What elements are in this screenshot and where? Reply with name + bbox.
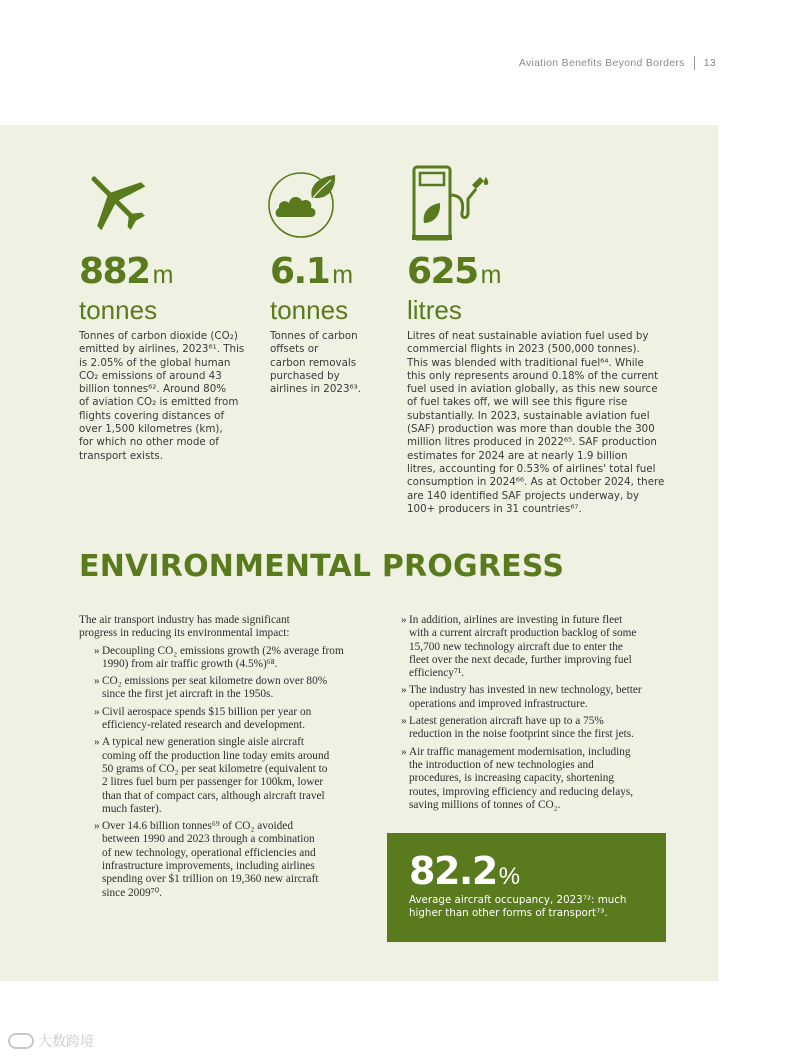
highlight-unit: % (498, 863, 521, 890)
bullet-marker: » (94, 705, 100, 718)
bullet-marker: » (94, 820, 100, 833)
bullet-line: Latest generation aircraft have up to a 75% (409, 715, 604, 728)
highlight-number-row (409, 849, 520, 893)
bullet-line: 1990) from air traffic growth (4.5%)⁶⁸. (102, 657, 278, 670)
desc-line: Tonnes of carbon (270, 330, 358, 342)
bullet-line: reduction in the noise footprint since the first jets. (409, 728, 634, 741)
desc-line: CO₂ emissions of around 43 (79, 369, 222, 382)
desc-line: emitted by airlines, 2023⁶¹. This (79, 343, 245, 356)
bullet-line: since the first jet aircraft in the 1950s. (102, 688, 274, 701)
desc-line: estimates for 2024 are at nearly 1.9 billion (407, 449, 628, 462)
bullet-line: 15,700 new technology aircraft due to enter the (409, 640, 623, 653)
bullet-line: efficiency⁷¹. (409, 667, 465, 680)
highlight-caption (409, 894, 626, 921)
caption-line: higher than other forms of transport⁷³. (409, 907, 608, 920)
bullet-marker: » (94, 675, 100, 688)
bullet-line: spending over $1 trillion on 19,360 new aircraft (102, 873, 319, 886)
bullet-marker: » (94, 736, 100, 749)
stat-number-row (270, 251, 390, 293)
desc-line: over 1,500 kilometres (km), (79, 423, 223, 436)
desc-line: offsets or (270, 343, 319, 356)
bullet-marker: » (401, 614, 407, 626)
desc-line: for which no other mode of (79, 436, 219, 449)
desc-line: Litres of neat sustainable aviation fuel used by (407, 330, 649, 342)
right-bullet-list (401, 614, 701, 812)
section-title: ENVIRONMENTAL PROGRESS (79, 549, 565, 584)
bullet-line: efficiency-related research and development. (102, 719, 306, 732)
bullet-line: CO₂ emissions per seat kilometre down over 80% (102, 675, 328, 688)
desc-line: purchased by (270, 369, 340, 382)
list-item (401, 614, 701, 680)
desc-line: billion tonnes⁶². Around 80% (79, 383, 227, 396)
fuel-pump-leaf-icon (410, 163, 492, 243)
desc-line: 100+ producers in 31 countries⁶⁷. (407, 502, 582, 515)
desc-line: this only represents around 0.18% of the current (407, 369, 659, 382)
cloud-leaf-icon (265, 165, 339, 241)
bullet-line: of new technology, operational efficiencies and (102, 846, 316, 859)
stat-number: 625 (407, 251, 478, 292)
highlight-number: 82.2 (409, 849, 497, 893)
occupancy-highlight-box (387, 833, 666, 942)
desc-line: are 140 identified SAF projects underway, by (407, 489, 640, 502)
header-divider (694, 56, 695, 70)
stat-number: 882 (79, 251, 150, 292)
stat-saf-litres (407, 251, 687, 516)
bullet-line: since 2009⁷⁰. (102, 886, 162, 899)
list-item (401, 715, 701, 742)
page-number: 13 (703, 57, 716, 69)
desc-line: of aviation CO₂ is emitted from (79, 396, 239, 409)
bullet-line: the introduction of new technologies and (409, 758, 594, 771)
stat-unit: m (152, 261, 174, 289)
bullet-line: coming off the production line today emits around (102, 749, 330, 762)
stat-number: 6.1 (270, 251, 330, 292)
bullet-line: 50 grams of CO₂ per seat kilometre (equivalent to (102, 762, 328, 775)
bullet-line: The industry has invested in new technology, better (409, 684, 642, 697)
desc-line: is 2.05% of the global human (79, 356, 231, 369)
bullet-line: than that of compact cars, although aircraft travel (102, 789, 325, 802)
desc-line: flights covering distances of (79, 409, 225, 422)
stat-unit-label: tonnes (79, 295, 158, 325)
desc-line: million litres produced in 2022⁶⁵. SAF production (407, 436, 657, 449)
intro-paragraph (79, 614, 379, 641)
bullet-line: saving millions of tonnes of CO₂. (409, 798, 561, 811)
watermark (8, 1031, 94, 1051)
desc-line: consumption in 2024⁶⁶. As at October 2024, there (407, 476, 665, 489)
desc-line: (SAF) production was more than double the 300 (407, 423, 655, 436)
intro-line: progress in reducing its environmental impact: (79, 627, 290, 640)
desc-line: Tonnes of carbon dioxide (CO₂) (79, 330, 238, 342)
stat-number-row (407, 251, 687, 293)
right-column (401, 610, 701, 812)
stat-unit: m (480, 261, 502, 289)
stat-carbon-offsets (270, 251, 390, 396)
desc-line: commercial flights in 2023 (500,000 tonnes). (407, 343, 640, 356)
bullet-line: operations and improved infrastructure. (409, 697, 588, 710)
desc-line: carbon removals (270, 356, 357, 369)
list-item (94, 820, 379, 900)
bullet-line: fleet over the next decade, further improving fuel (409, 653, 632, 666)
bullet-line: 2 litres fuel burn per passenger for 100km, lower (102, 776, 324, 789)
caption-line: Average aircraft occupancy, 2023⁷²: much (409, 894, 627, 906)
bullet-marker: » (401, 715, 407, 728)
stat-co2-emitted (79, 251, 259, 463)
list-item (401, 746, 701, 812)
list-item (94, 736, 379, 816)
bullet-line: infrastructure improvements, including airlines (102, 860, 315, 873)
bullet-line: Air traffic management modernisation, including (409, 745, 631, 758)
left-bullet-list (94, 645, 379, 900)
bullet-line: A typical new generation single aisle aircraft (102, 736, 305, 749)
desc-line: transport exists. (79, 449, 163, 462)
stat-description (407, 330, 687, 516)
list-item (94, 675, 379, 702)
stat-description (270, 330, 390, 396)
bullet-marker: » (94, 644, 100, 657)
bullet-line: between 1990 and 2023 through a combination (102, 833, 315, 846)
desc-line: airlines in 2023⁶³. (270, 383, 362, 396)
list-item (94, 645, 379, 672)
bullet-marker: » (401, 745, 407, 758)
header-title: Aviation Benefits Beyond Borders (518, 57, 685, 69)
airplane-icon (80, 165, 154, 239)
desc-line: substantially. In 2023, sustainable aviation fuel (407, 409, 650, 422)
desc-line: of fuel takes off, we will see this figure rise (407, 396, 628, 409)
desc-line: litres, accounting for 0.53% of airlines' total fuel (407, 462, 656, 475)
bullet-line: Decoupling CO₂ emissions growth (2% average from (102, 644, 344, 657)
bullet-marker: » (401, 684, 407, 697)
bullet-line: with a current aircraft production backlog of some (409, 627, 637, 640)
intro-line: The air transport industry has made significant (79, 614, 290, 626)
stat-unit-label: litres (407, 295, 462, 325)
page-header (519, 56, 716, 70)
desc-line: fuel used in aviation globally, as this new source (407, 383, 658, 396)
stat-unit: m (332, 261, 354, 289)
bullet-line: Civil aerospace spends $15 billion per year on (102, 705, 312, 718)
stat-unit-label: tonnes (270, 295, 349, 325)
list-item (401, 684, 701, 711)
stat-description (79, 330, 259, 463)
stat-number-row (79, 251, 259, 293)
list-item (94, 706, 379, 733)
watermark-text: 大数跨境 (38, 1034, 94, 1050)
bullet-line: much faster). (102, 802, 162, 815)
bullet-line: In addition, airlines are investing in future fleet (409, 614, 623, 626)
bullet-line: routes, improving efficiency and reducing delays, (409, 785, 634, 798)
watermark-logo-icon (8, 1033, 34, 1049)
bullet-line: Over 14.6 billion tonnes⁶⁹ of CO₂ avoided (102, 820, 293, 833)
desc-line: This was blended with traditional fuel⁶⁴. While (407, 356, 644, 369)
bullet-line: procedures, is increasing capacity, shortening (409, 772, 615, 785)
left-column (79, 614, 379, 900)
